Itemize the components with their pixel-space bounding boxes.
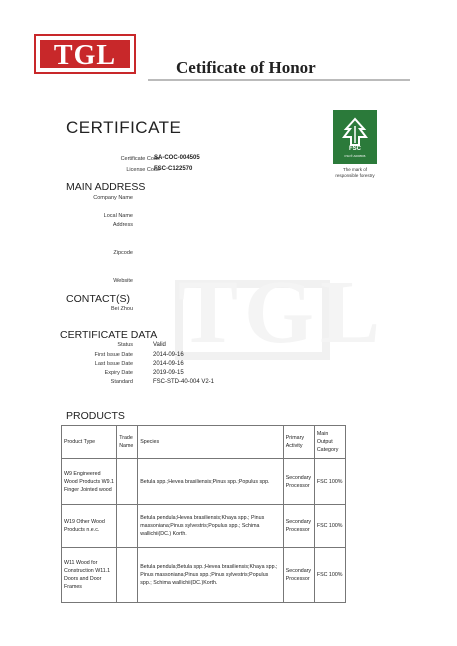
tgl-logo xyxy=(34,34,136,74)
contacts-heading: CONTACT(S) xyxy=(66,293,130,305)
cell-product-type: W9 Engineered Wood Products W9.1 Finger Jointed wood xyxy=(62,459,117,505)
fsc-label: FSC xyxy=(349,146,361,152)
last-issue-value: 2014-09-16 xyxy=(153,361,184,367)
certificate-code-value: SA-COC-004505 xyxy=(154,155,200,161)
table-row xyxy=(62,548,346,603)
license-code-label: License Code xyxy=(126,167,160,173)
table-header-row xyxy=(62,426,346,459)
cell-output: FSC 100% xyxy=(314,548,345,603)
last-issue-label: Last Issue Date xyxy=(94,361,133,367)
company-name-label: Company Name xyxy=(93,195,133,201)
header-divider xyxy=(148,79,410,81)
logo-text: TGL xyxy=(53,40,117,71)
cell-output: FSC 100% xyxy=(314,505,345,548)
expiry-label: Expiry Date xyxy=(104,370,133,376)
cell-product-type: W11 Wood for Construction W11.1 Doors and Door Frames xyxy=(62,548,117,603)
col-trade-name: Trade Name xyxy=(117,426,138,459)
page-title: Cetificate of Honor xyxy=(176,58,316,77)
cell-species: Betula spp.;Hevea brasiliensis;Pinus spp.;Populus spp. xyxy=(138,459,284,505)
cell-output: FSC 100% xyxy=(314,459,345,505)
cell-trade-name xyxy=(117,548,138,603)
fsc-tagline: The mark of responsible forestry xyxy=(335,167,375,178)
certificate-heading: CERTIFICATE xyxy=(66,118,182,137)
products-heading: PRODUCTS xyxy=(66,410,125,422)
first-issue-value: 2014-09-16 xyxy=(153,352,184,358)
cell-activity: Secondary Processor xyxy=(283,548,314,603)
website-label: Website xyxy=(113,278,133,284)
col-product-type: Product Type xyxy=(62,426,117,459)
cell-trade-name xyxy=(117,459,138,505)
license-code-value: FSC-C122570 xyxy=(154,166,193,172)
main-address-heading: MAIN ADDRESS xyxy=(66,181,146,193)
zipcode-label: Zipcode xyxy=(113,250,133,256)
cell-trade-name xyxy=(117,505,138,548)
contact-name: Bei Zhou xyxy=(110,306,133,312)
cell-species: Betula pendula;Betula spp.;Hevea brasiliensis;Khaya spp.; Pinus massoniana;Pinus spp.;Pinus sylvestris;Populus spp.; Schima wallichii(DC.)Korth. xyxy=(138,548,284,603)
standard-value: FSC-STD-40-004 V2-1 xyxy=(153,379,215,385)
col-species: Species xyxy=(138,426,284,459)
table-row xyxy=(62,505,346,548)
certificate-data-heading: CERTIFICATE DATA xyxy=(60,329,158,341)
status-label: Status xyxy=(117,342,133,348)
address-label: Address xyxy=(112,222,133,228)
expiry-value: 2019-09-15 xyxy=(153,370,184,376)
table-row xyxy=(62,459,346,505)
first-issue-label: First Issue Date xyxy=(94,352,133,358)
cell-species: Betula pendula;Hevea brasiliensis;Khaya spp.; Pinus massoniana;Pinus sylvestris;Populus spp.; Schima wallichii(DC.) Korth. xyxy=(138,505,284,548)
cell-activity: Secondary Processor xyxy=(283,459,314,505)
standard-label: Standard xyxy=(110,379,133,385)
col-main-output: Main Output Category xyxy=(314,426,345,459)
products-table xyxy=(61,425,346,603)
cell-product-type: W19 Other Wood Products n.e.c. xyxy=(62,505,117,548)
cell-activity: Secondary Processor xyxy=(283,505,314,548)
watermark-logo: TGL xyxy=(178,263,387,362)
local-name-label: Local Name xyxy=(103,213,133,219)
fsc-logo xyxy=(333,110,377,164)
col-primary-activity: Primary Activity xyxy=(283,426,314,459)
fsc-tree-icon xyxy=(339,116,371,148)
fsc-license: FSC® A000506 xyxy=(344,154,366,158)
status-value: Valid xyxy=(153,342,166,348)
certificate-code-label: Certificate Code xyxy=(120,156,160,162)
